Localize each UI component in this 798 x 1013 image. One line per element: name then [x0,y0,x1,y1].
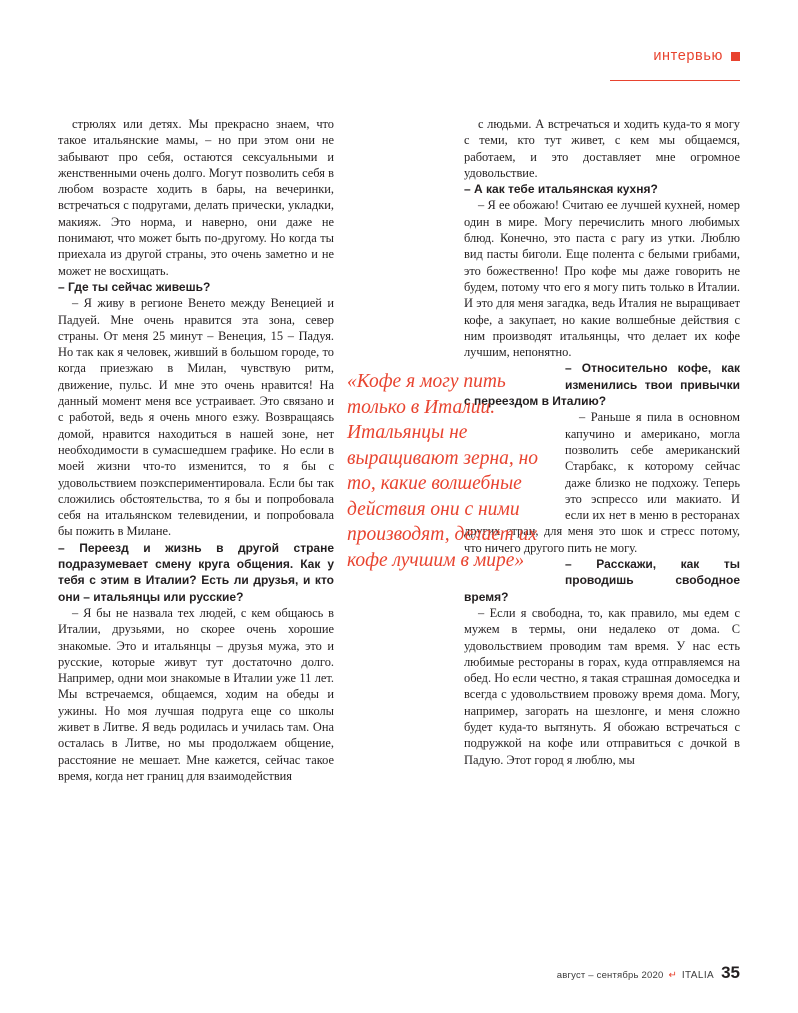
interview-question: – Относительно кофе, как изменились твои привычки с переездом в Италию? [464,360,740,409]
section-header [653,48,740,64]
interview-answer: – Если я свободна, то, как правило, мы едем с мужем в термы, они недалеко от дома. С удовольствием проводим там время. У нас есть любимые рестораны в горах, куда отправляемся на обед. Но если честно, я такая страшная домоседка и всегда с удовольствием провожу время дома. Могу, например, загорать на шезлонге, и меня сложно будет куда-то вытянуть. Я обожаю встречаться с подружкой на кофе или отправиться с дочкой в Падую. Этот город я люблю, мы [464,605,740,768]
column-left [58,116,334,784]
square-marker-icon [731,52,740,61]
brand-name: ITALIA [681,970,715,981]
paragraph: стрюлях или детях. Мы прекрасно знаем, что такое итальянские мамы, – но при этом они не забывают про себя, остаются сексуальными и женственными очень долго. Могут позволить себя в любом возрасте ходить в бары, на вечеринки, встречаться с подругами, делать прически, укладки, макияж. Это норма, и наверно, они даже не понимают, что может быть по-другому. Но когда ты приехала из другой страны, это очень заметно и не может не восхищать. [58,117,334,278]
page-number: 35 [721,963,740,982]
page-footer [557,963,740,983]
interview-question: – А как тебе итальянская кухня? [464,181,740,197]
interview-question: – Где ты сейчас живешь? [58,279,334,295]
issue-date: август – сентябрь 2020 [556,970,664,981]
interview-question: – Переезд и жизнь в другой стране подразумевает смену круга общения. Как у тебя с этим в Италии? Есть ли друзья, и кто они – итальянцы или русские? [58,540,334,605]
section-label: интервью [653,48,723,64]
interview-answer: – Я живу в регионе Венето между Венецией и Падуей. Мне очень нравится эта зона, север страны. От меня 25 минут – Венеция, 15 – Падуя. Но так как я человек, живший в большом городе, то когда приезжаю в Милан, чувствую ритм, движение, пульс. И мне это очень нравится! На данный момент меня все устраивает. Это связано и с работой, ведь я очень много езжу. Возвращаясь домой, нравится находиться в нашей зоне, нет необходимости в сумасшедшем графике. Но если в моей жизни что-то изменится, то я бы с удовольствием поэкспериментировала. Если бы так сложились обстоятельства, то я бы и попробовала себя на итальянском телевидении, и попробовала бы пожить в Милане. [58,295,334,539]
interview-answer: – Раньше я пила в основном капучино и американо, могла позволить себе американский Старбакс, к которому сейчас даже близко не подхожу. Теперь это эспрессо или макиато. И если их нет в меню в ресторанах других стран, для меня это шок и стресс потому, что ничего другого пить не могу. [464,409,740,556]
interview-answer: – Я ее обожаю! Считаю ее лучшей кухней, номер один в мире. Могу перечислить много любимых блюд. Конечно, это паста с рагу из утки. Люблю вид пасты биголи. Еще полента с белыми грибами, это божественно! Про кофе мы даже говорить не будем, потому что его я могу пить только в Италии. И это для меня загадка, ведь Италия не выращивает кофе, а закупает, но какие волшебные действия с ним производят итальянцы, что делает их кофе лучшим, непонятно. [464,197,740,360]
paragraph: с людьми. А встречаться и ходить куда-то я могу с теми, кто тут живет, с кем мы общаемся, работаем, и это доставляет мне огромное удовольствие. [464,117,740,180]
pull-quote: «Кофе я могу пить только в Италии. Итальянцы не выращивают зерна, но то, какие волшебные действия они с ними производят, делает их кофе лучшим в мире» [347,371,539,571]
interview-answer: – Я бы не назвала тех людей, с кем общаюсь в Италии, друзьями, но скорее очень хорошие знакомые. Это и итальянцы – друзья мужа, это и русские, которые живут тут достаточно долго. Например, одни мои знакомые в Италии уже 11 лет. Мы встречаемся, общаемся, ходим на обеды и ужины. Но моя лучшая подруга еще со школы живет в Литве. Я ведь родилась и училась там. Она осталась в Литве, но мы продолжаем общение, расстояние не мешает. Мне кажется, сейчас такое время, когда нет границ для взаимодействия [58,605,334,784]
arrow-icon: ↵ [668,970,677,981]
interview-question: – Расскажи, как ты проводишь свободное время? [464,556,740,605]
header-divider [610,80,740,81]
